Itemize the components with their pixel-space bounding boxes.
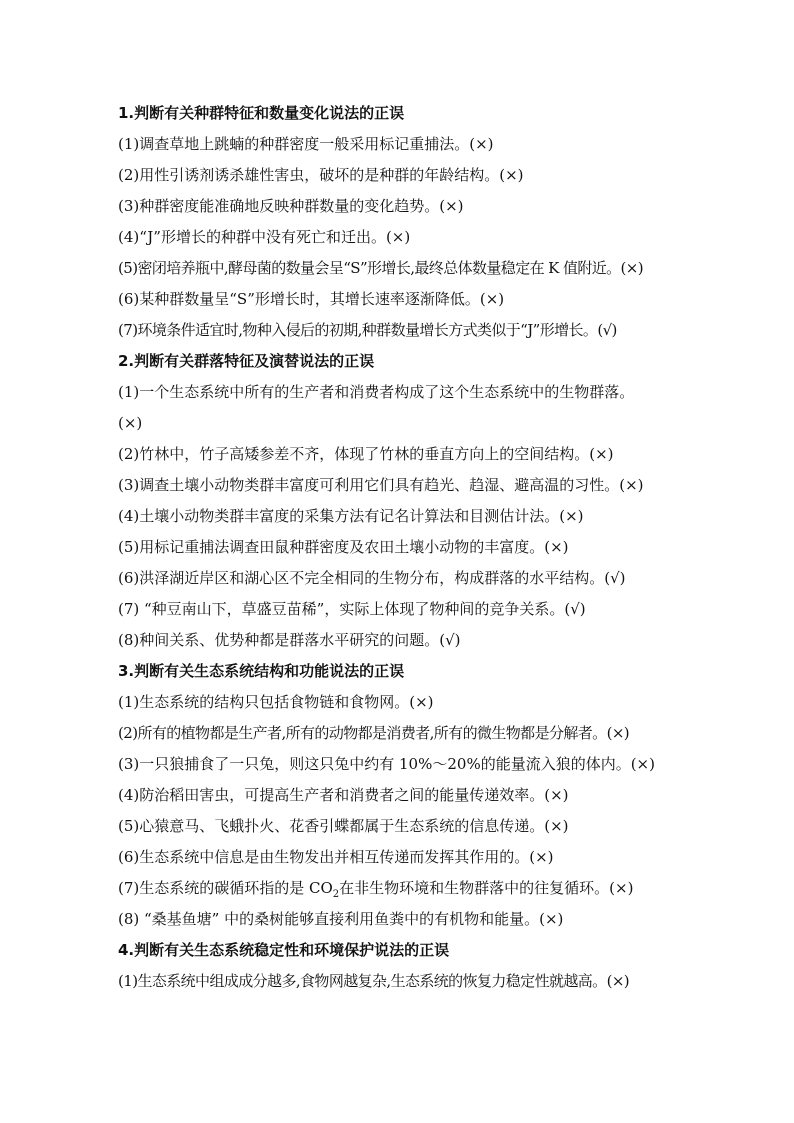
statement-3-6: (6)生态系统中信息是由生物发出并相互传递而发挥其作用的。(×) [118,848,554,866]
statement-2-4: (4)土壤小动物类群丰富度的采集方法有记名计算法和目测估计法。(×) [118,507,584,525]
statement-2-3: (3)调查土壤小动物类群丰富度可利用它们具有趋光、趋湿、避高温的习性。(×) [118,476,644,494]
statement-3-2: (2)所有的植物都是生产者,所有的动物都是消费者,所有的微生物都是分解者。(×) [118,724,630,742]
co2-subscript: 2 [332,889,340,900]
section-heading-3: 3.判断有关生态系统结构和功能说法的正误 [118,662,405,680]
statement-3-7-after: 在非生物环境和生物群落中的往复循环。(×) [339,879,634,897]
statement-1-1: (1)调查草地上跳蝻的种群密度一般采用标记重捕法。(×) [118,135,494,153]
section-heading-1: 1.判断有关种群特征和数量变化说法的正误 [118,104,405,122]
statement-2-1: (1)一个生态系统中所有的生产者和消费者构成了这个生态系统中的生物群落。 [118,383,635,401]
statement-2-1-cont: (×) [118,414,143,432]
statement-3-7 [118,873,678,904]
statement-1-7: (7)环境条件适宜时,物种入侵后的初期,种群数量增长方式类似于“J”形增长。(√) [118,321,617,339]
statement-1-4: (4)“J”形增长的种群中没有死亡和迁出。(×) [118,228,411,246]
section-heading-2: 2.判断有关群落特征及演替说法的正误 [118,352,375,370]
statement-2-6: (6)洪泽湖近岸区和湖心区不完全相同的生物分布，构成群落的水平结构。(√) [118,569,626,587]
statement-1-6: (6)某种群数量呈“S”形增长时，其增长速率逐渐降低。(×) [118,290,505,308]
statement-2-2: (2)竹林中，竹子高矮参差不齐，体现了竹林的垂直方向上的空间结构。(×) [118,445,614,463]
statement-1-5: (5)密闭培养瓶中,酵母菌的数量会呈“S”形增长,最终总体数量稳定在 K 值附近。(×) [118,259,644,277]
statement-4-1: (1)生态系统中组成成分越多,食物网越复杂,生态系统的恢复力稳定性就越高。(×) [118,972,630,990]
statement-2-7: (7) “种豆南山下，草盛豆苗稀”，实际上体现了物种间的竞争关系。(√) [118,600,586,618]
statement-2-8: (8)种间关系、优势种都是群落水平研究的问题。(√) [118,631,461,649]
statement-1-2: (2)用性引诱剂诱杀雄性害虫，破坏的是种群的年龄结构。(×) [118,166,524,184]
statement-3-4: (4)防治稻田害虫，可提高生产者和消费者之间的能量传递效率。(×) [118,786,569,804]
statement-3-3: (3)一只狼捕食了一只兔，则这只兔中约有 10%～20%的能量流入狼的体内。(×) [118,755,655,773]
statement-3-1: (1)生态系统的结构只包括食物链和食物网。(×) [118,693,434,711]
document-body [118,98,678,997]
statement-2-5: (5)用标记重捕法调查田鼠种群密度及农田土壤小动物的丰富度。(×) [118,538,569,556]
section-heading-4: 4.判断有关生态系统稳定性和环境保护说法的正误 [118,941,450,959]
statement-3-7-before: (7)生态系统的碳循环指的是 CO [118,879,333,897]
statement-3-8: (8) “桑基鱼塘” 中的桑树能够直接利用鱼粪中的有机物和能量。(×) [118,910,564,928]
statement-1-3: (3)种群密度能准确地反映种群数量的变化趋势。(×) [118,197,464,215]
statement-3-5: (5)心猿意马、飞蛾扑火、花香引蝶都属于生态系统的信息传递。(×) [118,817,569,835]
